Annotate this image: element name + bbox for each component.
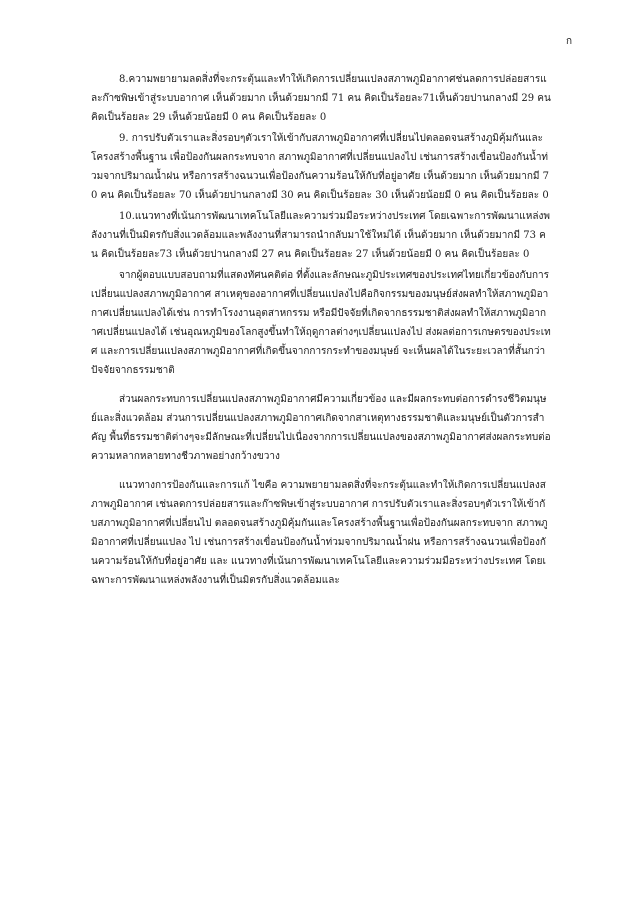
paragraph-prevention-summary: แนวทางการป้องกันและการแก้ ไขคือ ความพยายามลดสิ่งที่จะกระตุ้นและทำให้เกิดการเปลี่ยนแปลงสภาพภูมิอากาศ เช่นลดการปล่อยสารและก๊าซพิษเข้าสู่ระบบอากาศ การปรับตัวเราและสิ่งรอบๆตัวเราให้เข้ากับสภาพภูมิอากาศที่เปลี่ยนไป ตลอดจนสร้างภูมิคุ้มกันและโครงสร้างพื้นฐานเพื่อป้องกันผลกระทบจาก สภาพภูมิอากาศที่เปลี่ยนแปลง ไป เช่นการสร้างเขื่อนป้องกันน้ำท่วมจากปริมาณน้ำฝน หรือการสร้างฉนวนเพื่อป้องกันความร้อนให้กับที่อยู่อาศัย และ แนวทางที่เน้นการพัฒนาเทคโนโลยีและความร่วมมือระหว่างประเทศ โดยเฉพาะการพัฒนาแหล่งพลังงานที่เป็นมิตรกับสิ่งแวดล้อมและ [91, 480, 548, 586]
paragraph-item-9: 9. การปรับตัวเราและสิ่งรอบๆตัวเราให้เข้ากับสภาพภูมิอากาศที่เปลี่ยนไปตลอดจนสร้างภูมิคุ้มกันและ โครงสร้างพื้นฐาน เพื่อป้องกันผลกระทบจาก สภาพภูมิอากาศที่เปลี่ยนแปลงไป เช่นการสร้างเขื่อนป้องกันน้ำท่วมจากปริมาณน้ำฝน หรือการสร้างฉนวนเพื่อป้องกันความร้อนให้กับที่อยู่อาศัย เห็นด้วยมาก เห็นด้วยมากมี 70 คน คิดเป็นร้อยละ 70 เห็นด้วยปานกลางมี 30 คน คิดเป็นร้อยละ 30 เห็นด้วยน้อยมี 0 คน คิดเป็นร้อยละ 0 [91, 133, 550, 201]
paragraph-item-10: 10.แนวทางที่เน้นการพัฒนาเทคโนโลยีและความร่วมมือระหว่างประเทศ โดยเฉพาะการพัฒนาแหล่งพลังงานที่เป็นมิตรกับสิ่งแวดล้อมและพลังงานที่สามารถนำกลับมาใช้ใหม่ได้ เห็นด้วยมาก เห็นด้วยมากมี 73 คน คิดเป็นร้อยละ73 เห็นด้วยปานกลางมี 27 คน คิดเป็นร้อยละ 27 เห็นด้วยน้อยมี 0 คน คิดเป็นร้อยละ 0 [91, 211, 550, 260]
body-text [91, 70, 551, 590]
paragraph-item-8: 8.ความพยายามลดสิ่งที่จะกระตุ้นและทำให้เกิดการเปลี่ยนแปลงสภาพภูมิอากาศช่นลดการปล่อยสารและก๊าซพิษเข้าสู่ระบบอากาศ เห็นด้วยมาก เห็นด้วยมากมี 71 คน คิดเป็นร้อยละ71เห็นด้วยปานกลางมี 29 คน คิดเป็นร้อยละ 29 เห็นด้วยน้อยมี 0 คน คิดเป็นร้อยละ 0 [91, 74, 551, 123]
page-number: ก [565, 36, 572, 47]
paragraph-attitude-summary: จากผู้ตอบแบบสอบถามที่แสดงทัศนคติต่อ ที่ตั้งและลักษณะภูมิประเทศของประเทศไทยเกี่ยวข้องกับการเปลี่ยนแปลงสภาพภูมิอากาศ สาเหตุของอากาศที่เปลี่ยนแปลงไปคือกิจกรรมของมนุษย์ส่งผลทำให้สภาพภูมิอากาศเปลี่ยนแปลงได้เช่น การทำโรงงานอุตสาหกรรม หรือมีปัจจัยที่เกิดจากธรรมชาติส่งผลทำให้สภาพภูมิอากาศเปลี่ยนแปลงได้ เช่นอุณหภูมิของโลกสูงขึ้นทำให้ฤดูกาลต่างๆเปลี่ยนแปลงไป ส่งผลต่อการเกษตรของประเทศ และการเปลี่ยนแปลงสภาพภูมิอากาศที่เกิดขึ้นจากการกระทำของมนุษย์ จะเห็นผลได้ในระยะเวลาที่สั้นกว่าปัจจัยจากธรรมชาติ [91, 270, 551, 376]
paragraph-impact-summary: ส่วนผลกระทบการเปลี่ยนแปลงสภาพภูมิอากาศมีความเกี่ยวข้อง และมีผลกระทบต่อการดำรงชีวิตมนุษย์และสิ่งแวดล้อม ส่วนการเปลี่ยนแปลงสภาพภูมิอากาศเกิดจากสาเหตุทางธรรมชาติและมนุษย์เป็นตัวการสำคัญ พื้นที่ธรรมชาติต่างๆจะมีลักษณะที่เปลี่ยนไปเนื่องจากการเปลี่ยนแปลงของสภาพภูมิอากาศส่งผลกระทบต่อความหลากหลายทางชีวภาพอย่างกว้างขวาง [91, 394, 551, 462]
